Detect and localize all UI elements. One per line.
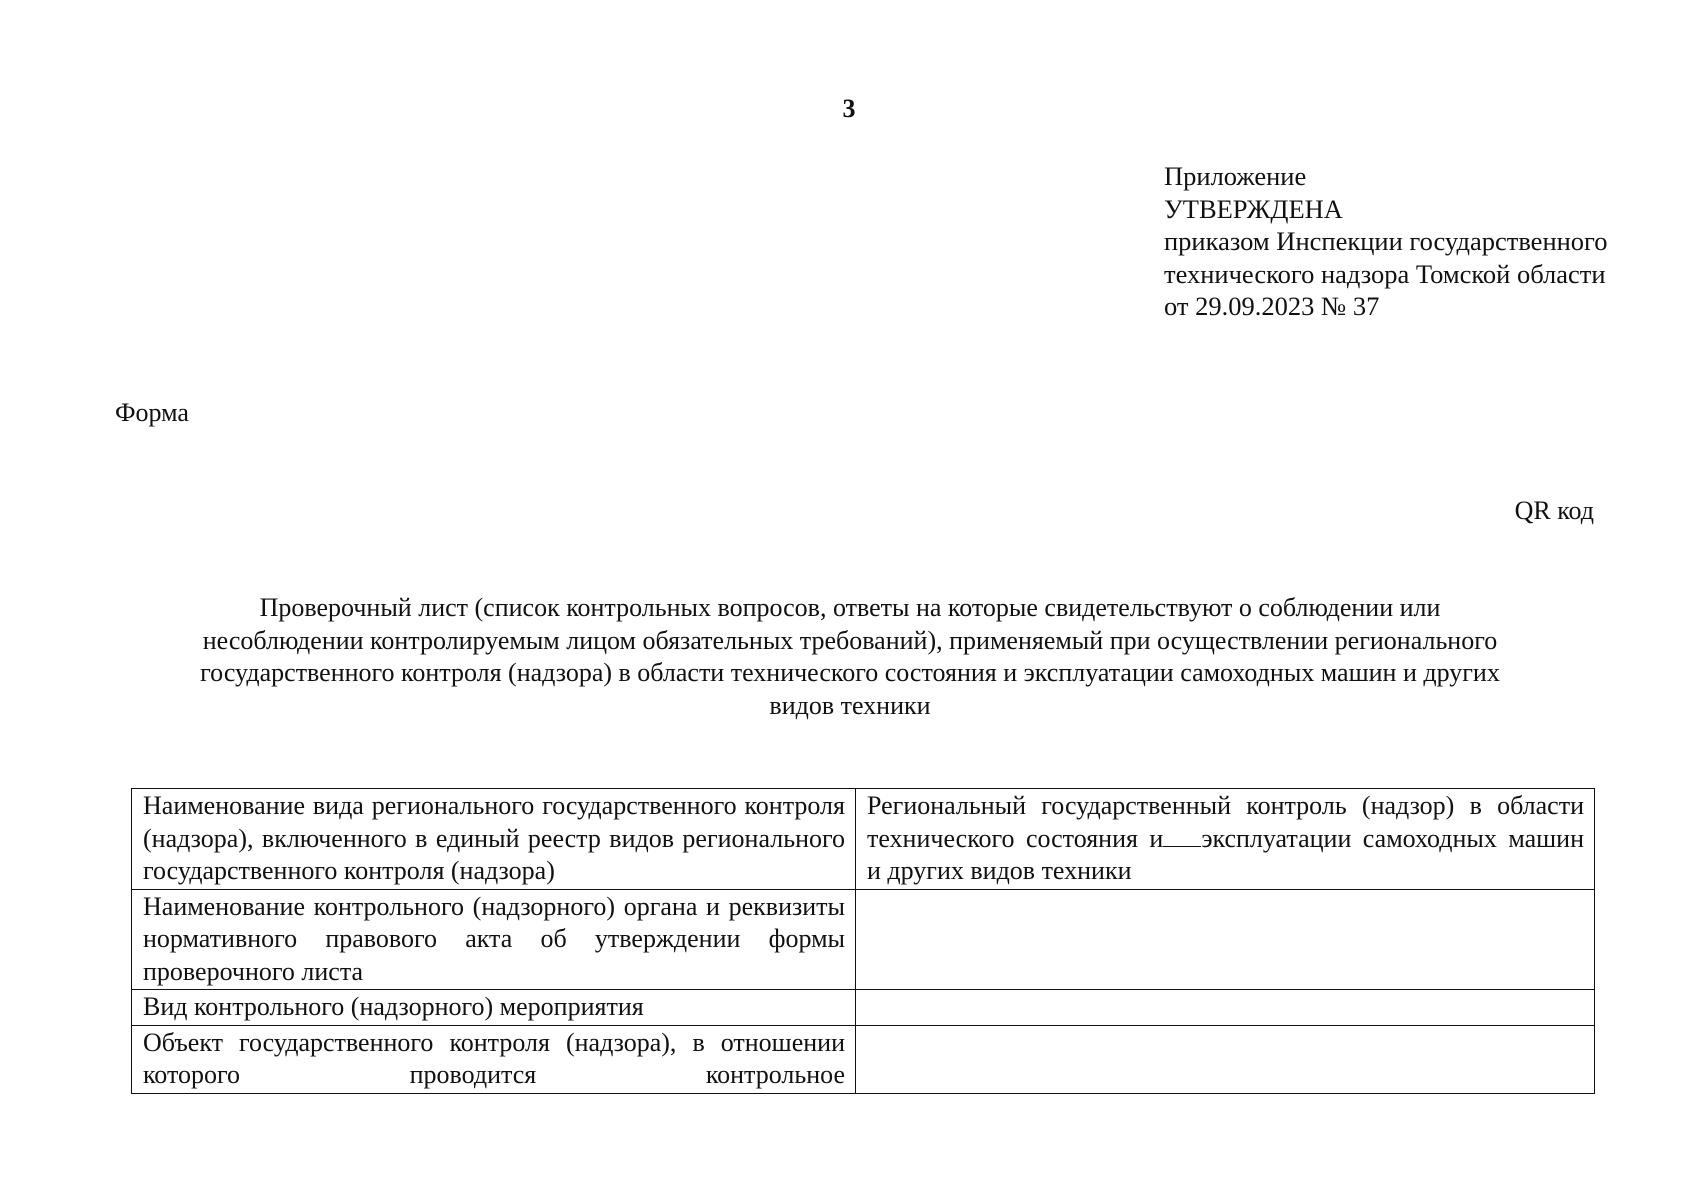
qr-code-label: QR код bbox=[1514, 496, 1594, 525]
title-line: видов техники bbox=[769, 690, 931, 720]
title-line: несоблюдении контролируемым лицом обязательных требований), применяемый при осуществлении регионального bbox=[202, 625, 1498, 655]
table-row bbox=[132, 889, 1595, 990]
document-title bbox=[110, 592, 1590, 722]
approval-block bbox=[1164, 160, 1608, 323]
approval-order-line: приказом Инспекции государственного bbox=[1164, 226, 1608, 256]
table-row bbox=[132, 990, 1595, 1026]
table-row bbox=[132, 1025, 1595, 1093]
table-row bbox=[132, 789, 1595, 890]
value-text-part: Региональный государственный контроль (надзор) в области технического состояния и bbox=[867, 791, 1584, 853]
table-cell-label: Наименование контрольного (надзорного) органа и реквизиты нормативного правового акта об утверждении формы проверочного листа bbox=[132, 889, 856, 990]
value-text-part: эксплуатации самоходных машин и других видов техники bbox=[867, 823, 1584, 885]
approval-approved-line: УТВЕРЖДЕНА bbox=[1164, 193, 1343, 224]
table-cell-value bbox=[856, 990, 1595, 1026]
table-cell-label: Вид контрольного (надзорного) мероприятия bbox=[132, 990, 856, 1026]
table-cell-value bbox=[856, 789, 1595, 890]
approval-appendix-line: Приложение bbox=[1164, 161, 1307, 191]
checklist-info-table bbox=[131, 788, 1595, 1094]
title-line: Проверочный лист (список контрольных вопросов, ответы на которые свидетельствуют о соблюдении или bbox=[259, 593, 1441, 622]
table-cell-value bbox=[856, 889, 1595, 990]
approval-date-line: от 29.09.2023 № 37 bbox=[1164, 291, 1380, 321]
underscore-gap bbox=[1163, 826, 1201, 847]
table-cell-value bbox=[856, 1025, 1595, 1093]
title-line: государственного контроля (надзора) в области технического состояния и эксплуатации самоходных машин и других bbox=[200, 658, 1500, 687]
table-cell-label: Объект государственного контроля (надзора), в отношении которого проводится контрольное bbox=[132, 1025, 856, 1093]
form-label: Форма bbox=[115, 398, 189, 427]
table-cell-label: Наименование вида регионального государственного контроля (надзора), включенного в единый реестр видов регионального государственного контроля (надзора) bbox=[132, 789, 856, 890]
page-number: 3 bbox=[842, 94, 856, 123]
approval-authority-line: технического надзора Томской области bbox=[1164, 258, 1606, 289]
